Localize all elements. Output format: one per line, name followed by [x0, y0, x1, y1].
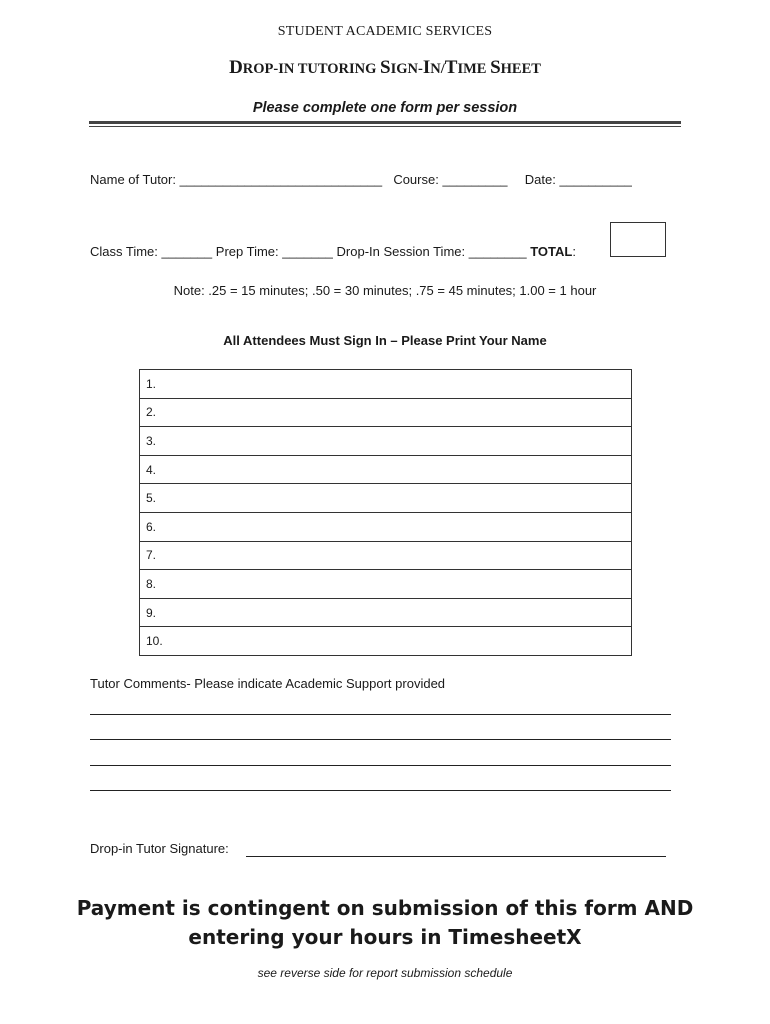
prep-time-label: Prep Time: [215, 244, 279, 259]
comment-line[interactable] [90, 790, 671, 791]
title-part: I [422, 57, 431, 78]
attendee-name-cell[interactable]: 3. [140, 427, 632, 456]
attendee-name-cell[interactable]: 1. [140, 370, 632, 399]
dropin-time-label: Drop-In Session Time: [336, 244, 466, 259]
title-part: IME [457, 61, 491, 77]
table-row [140, 541, 632, 570]
table-row [140, 370, 632, 399]
attendee-name-cell[interactable]: 8. [140, 570, 632, 599]
tutor-name-label: Name of Tutor: [90, 172, 176, 187]
total-input-box[interactable] [610, 222, 666, 257]
table-row [140, 570, 632, 599]
payment-notice [0, 894, 770, 952]
attendee-name-cell[interactable]: 10. [140, 627, 632, 656]
date-label: Date: [524, 172, 556, 187]
attendee-signin-table [139, 369, 632, 656]
table-row [140, 484, 632, 513]
title-part: N/ [430, 61, 445, 77]
attendee-name-cell[interactable]: 2. [140, 398, 632, 427]
prep-time-field[interactable]: _______ [282, 244, 333, 259]
dropin-time-field[interactable]: ________ [468, 244, 527, 259]
table-row [140, 455, 632, 484]
time-info-row [90, 244, 576, 259]
title-part: S [490, 57, 501, 78]
signature-label: Drop-in Tutor Signature: [90, 841, 229, 856]
class-time-label: Class Time: [90, 244, 158, 259]
class-time-field[interactable]: _______ [161, 244, 213, 259]
tutor-comments-label: Tutor Comments- Please indicate Academic Support provided [90, 676, 446, 691]
table-row [140, 512, 632, 541]
attendee-name-cell[interactable]: 6. [140, 512, 632, 541]
tutor-info-row [90, 172, 632, 187]
table-row [140, 627, 632, 656]
title-part: HEET [500, 61, 541, 77]
table-row [140, 598, 632, 627]
attendee-name-cell[interactable]: 4. [140, 455, 632, 484]
attendees-heading: All Attendees Must Sign In – Please Print Your Name [223, 333, 547, 348]
table-row [140, 398, 632, 427]
total-label: TOTAL [530, 244, 573, 259]
title-part: T [444, 57, 458, 78]
title-part: ROP-IN TUTORING [242, 61, 381, 77]
attendee-name-cell[interactable]: 5. [140, 484, 632, 513]
title-part: IGN- [390, 61, 423, 77]
reverse-side-note: see reverse side for report submission schedule [257, 966, 513, 980]
title-part: D [229, 57, 243, 78]
payment-notice-line: entering your hours in TimesheetX [188, 925, 582, 949]
signature-line[interactable] [246, 856, 666, 857]
attendee-name-cell[interactable]: 9. [140, 598, 632, 627]
tutor-name-field[interactable]: ____________________________ [179, 172, 383, 187]
comment-line[interactable] [90, 765, 671, 766]
total-colon: : [572, 244, 576, 259]
payment-notice-line: Payment is contingent on submission of this form AND [76, 896, 694, 920]
comment-line[interactable] [90, 714, 671, 715]
comment-line[interactable] [90, 739, 671, 740]
time-conversion-note: Note: .25 = 15 minutes; .50 = 30 minutes; .75 = 45 minutes; 1.00 = 1 hour [173, 283, 597, 298]
header-rule-thin [89, 126, 681, 127]
date-field[interactable]: __________ [559, 172, 632, 187]
course-field[interactable]: _________ [442, 172, 508, 187]
form-title [0, 57, 770, 79]
form-subtitle: Please complete one form per session [252, 100, 518, 116]
course-label: Course: [393, 172, 439, 187]
header-rule-thick [89, 121, 681, 124]
title-part: S [380, 57, 391, 78]
org-name: STUDENT ACADEMIC SERVICES [277, 24, 493, 39]
attendee-name-cell[interactable]: 7. [140, 541, 632, 570]
table-row [140, 427, 632, 456]
